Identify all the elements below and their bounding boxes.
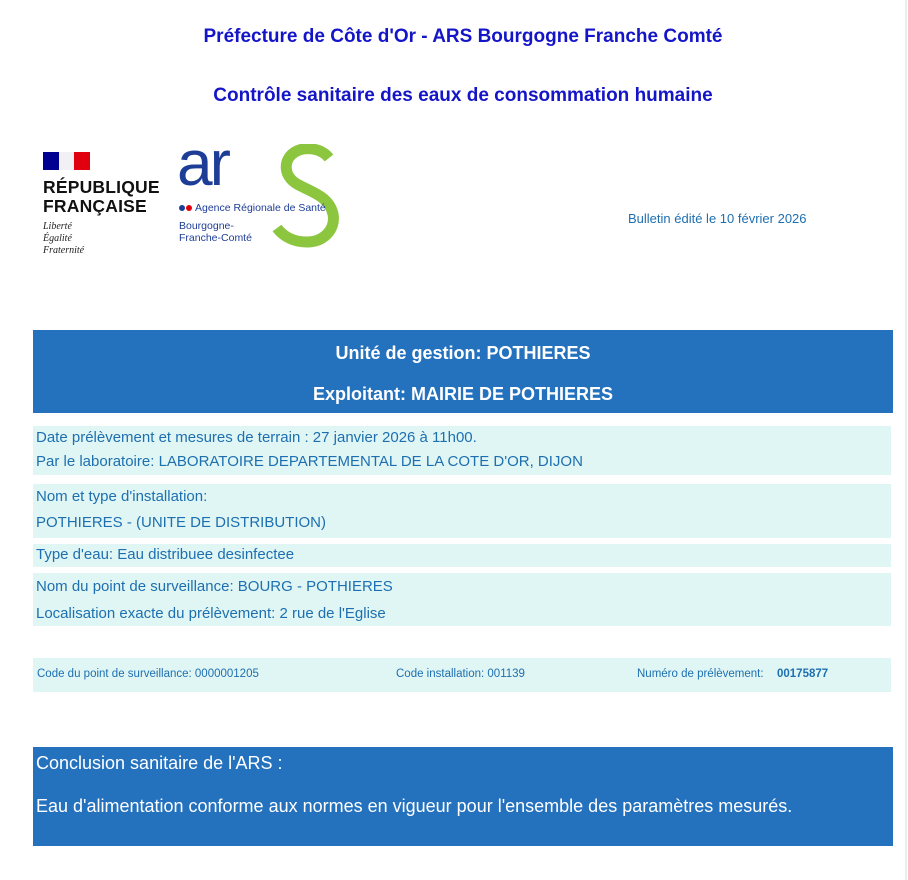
prelevement-block [33,426,891,475]
ars-agency-label: Agence Régionale de Santé [179,202,326,214]
unite-gestion: Unité de gestion: POTHIERES [335,343,591,363]
conclusion-block [33,747,893,846]
numero-prelevement-label: Numéro de prélèvement: [637,668,764,680]
prefecture-title: Préfecture de Côte d'Or - ARS Bourgogne Franche Comté [203,26,723,47]
exploitant: Exploitant: MAIRIE DE POTHIERES [312,384,614,404]
controle-title: Contrôle sanitaire des eaux de consommation humaine [213,85,713,106]
header-band [33,330,893,413]
bulletin-date: Bulletin édité le 10 février 2026 [628,211,807,226]
point-surveillance-block [33,573,891,626]
point-localisation: Localisation exacte du prélèvement: 2 rue de l'Eglise [36,605,386,622]
ars-s-icon [271,144,341,248]
conclusion-title: Conclusion sanitaire de l'ARS : [36,753,283,773]
ars-wordmark: ar [177,127,228,199]
point-nom: Nom du point de surveillance: BOURG - POTHIERES [36,578,393,595]
rf-name: RÉPUBLIQUE FRANÇAISE [43,177,160,216]
marianne-flag-icon [43,152,90,170]
ars-region-label: Bourgogne- Franche-Comté [179,220,252,244]
prelevement-date: Date prélèvement et mesures de terrain : 27 janvier 2026 à 11h00. [36,429,477,446]
installation-block [33,484,891,538]
type-eau-block [33,544,891,567]
installation-label: Nom et type d'installation: [36,488,208,505]
republique-francaise-logo [43,152,163,262]
conclusion-text: Eau d'alimentation conforme aux normes en vigueur pour l'ensemble des paramètres mesurés. [36,796,793,816]
type-eau: Type d'eau: Eau distribuee desinfectee [36,546,295,563]
rf-motto: Liberté Égalité Fraternité [43,221,85,256]
code-installation: Code installation: 001139 [396,668,525,680]
ars-logo [175,127,345,250]
prelevement-laboratoire: Par le laboratoire: LABORATOIRE DEPARTEMENTAL DE LA COTE D'OR, DIJON [36,453,583,470]
page-right-border [905,0,907,880]
codes-row [33,658,891,692]
code-point-surveillance: Code du point de surveillance: 0000001205 [37,668,259,680]
numero-prelevement-value: 00175877 [777,668,829,680]
installation-value: POTHIERES - (UNITE DE DISTRIBUTION) [36,514,327,531]
